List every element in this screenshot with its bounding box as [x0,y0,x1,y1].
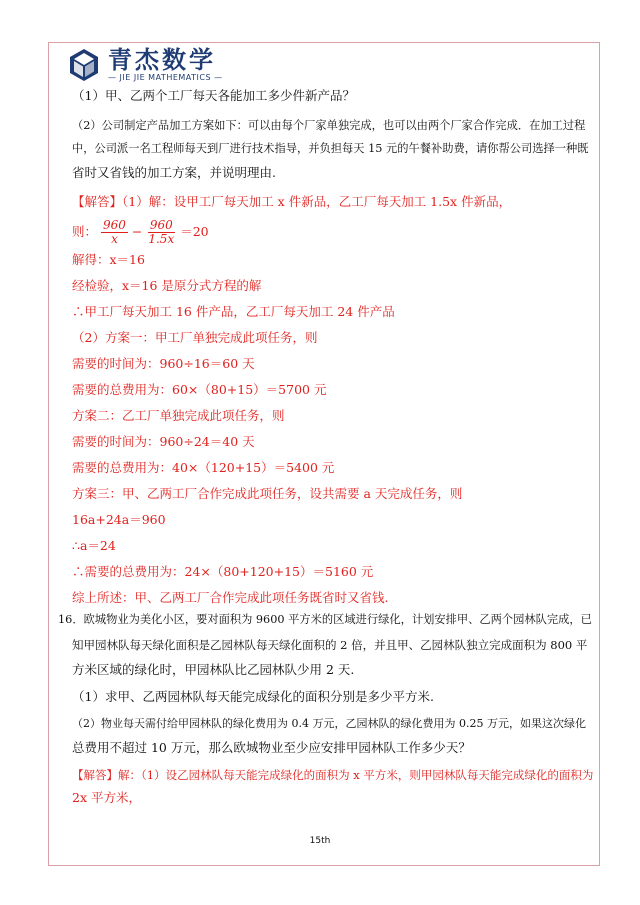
text-line: （2）物业每天需付给甲园林队的绿化费用为 0.4 万元，乙园林队的绿化费用为 0.25 万元，如果这次绿化 [72,717,586,730]
equation-line [72,218,594,246]
logo-english-text: — JIE JIE MATHEMATICS — [108,73,223,82]
answer-line: 经检验，x＝16 是原分式方程的解 [72,278,262,293]
answer-line: ∴甲工厂每天加工 16 件产品，乙工厂每天加工 24 件产品 [72,304,395,319]
equation-prefix: 则： [72,224,98,239]
text-line: （1）求甲、乙两园林队每天能完成绿化的面积分别是多少平方米. [72,689,434,704]
text-line: 知甲园林队每天绿化面积是乙园林队每天绿化面积的 2 倍，并且甲、乙园林队独立完成面积为 800 平 [72,638,588,652]
answer-line: 方案三：甲、乙两工厂合作完成此项任务，设共需要 a 天完成任务，则 [72,486,463,501]
text-line: 总费用不超过 10 万元，那么欧城物业至少应安排甲园林队工作多少天？ [72,740,471,755]
answer-line: 2x 平方米， [72,790,141,805]
fraction-denominator: x [111,232,118,246]
equation-rhs: ＝20 [180,224,209,239]
logo [66,44,223,86]
fraction-numerator: 960 [149,218,173,232]
fraction-denominator: 1.5x [148,232,175,246]
equation-fraction-1 [101,219,128,246]
answer-line: （2）方案一：甲工厂单独完成此项任务，则 [72,330,318,345]
answer-line: 综上所述：甲、乙两工厂合作完成此项任务既省时又省钱. [72,590,389,605]
answer-line: 解得：x＝16 [72,252,145,267]
answer-line: ∴需要的总费用为：24×（80+120+15）＝5160 元 [72,564,374,579]
text-line: （1）甲、乙两个工厂每天各能加工多少件新产品？ [72,88,355,103]
fraction-numerator: 960 [103,218,126,232]
text-line: （2）公司制定产品加工方案如下：可以由每个厂家单独完成，也可以由两个厂家合作完成．在加工过程 [72,119,586,132]
answer-line: ∴a＝24 [72,538,116,553]
logo-chinese-text: 青杰数学 [108,46,216,74]
answer-line: 【解答】解：（1）设乙园林队每天能完成绿化的面积为 x 平方米，则甲园林队每天能完成绿化的面积为 [72,768,594,782]
answer-line: 需要的时间为：960÷16＝60 天 [72,356,255,371]
answer-line: 16a+24a＝960 [72,512,166,527]
text-line: 中，公司派一名工程师每天到厂进行技术指导，并负担每天 15 元的午餐补助费，请你帮公司选择一种既 [72,142,589,155]
text-line: 省时又省钱的加工方案，并说明理由. [72,165,276,180]
answer-line: 方案二：乙工厂单独完成此项任务，则 [72,408,285,423]
equation-fraction-2 [146,219,176,246]
logo-cube-icon [66,47,102,83]
text-line: 方米区域的绿化时，甲园林队比乙园林队少用 2 天. [72,662,355,677]
equation-minus: − [131,224,143,239]
page-number: 15th [309,836,331,846]
question-16-line: 16．欧城物业为美化小区，要对面积为 9600 平方米的区域进行绿化，计划安排甲、乙两个园林队完成，已 [58,613,592,626]
answer-line: 需要的总费用为：40×（120+15）＝5400 元 [72,460,335,475]
answer-line: 【解答】（1）解：设甲工厂每天加工 x 件新品，乙工厂每天加工 1.5x 件新品， [72,194,512,209]
answer-line: 需要的总费用为：60×（80+15）＝5700 元 [72,382,327,397]
answer-line: 需要的时间为：960÷24＝40 天 [72,434,255,449]
